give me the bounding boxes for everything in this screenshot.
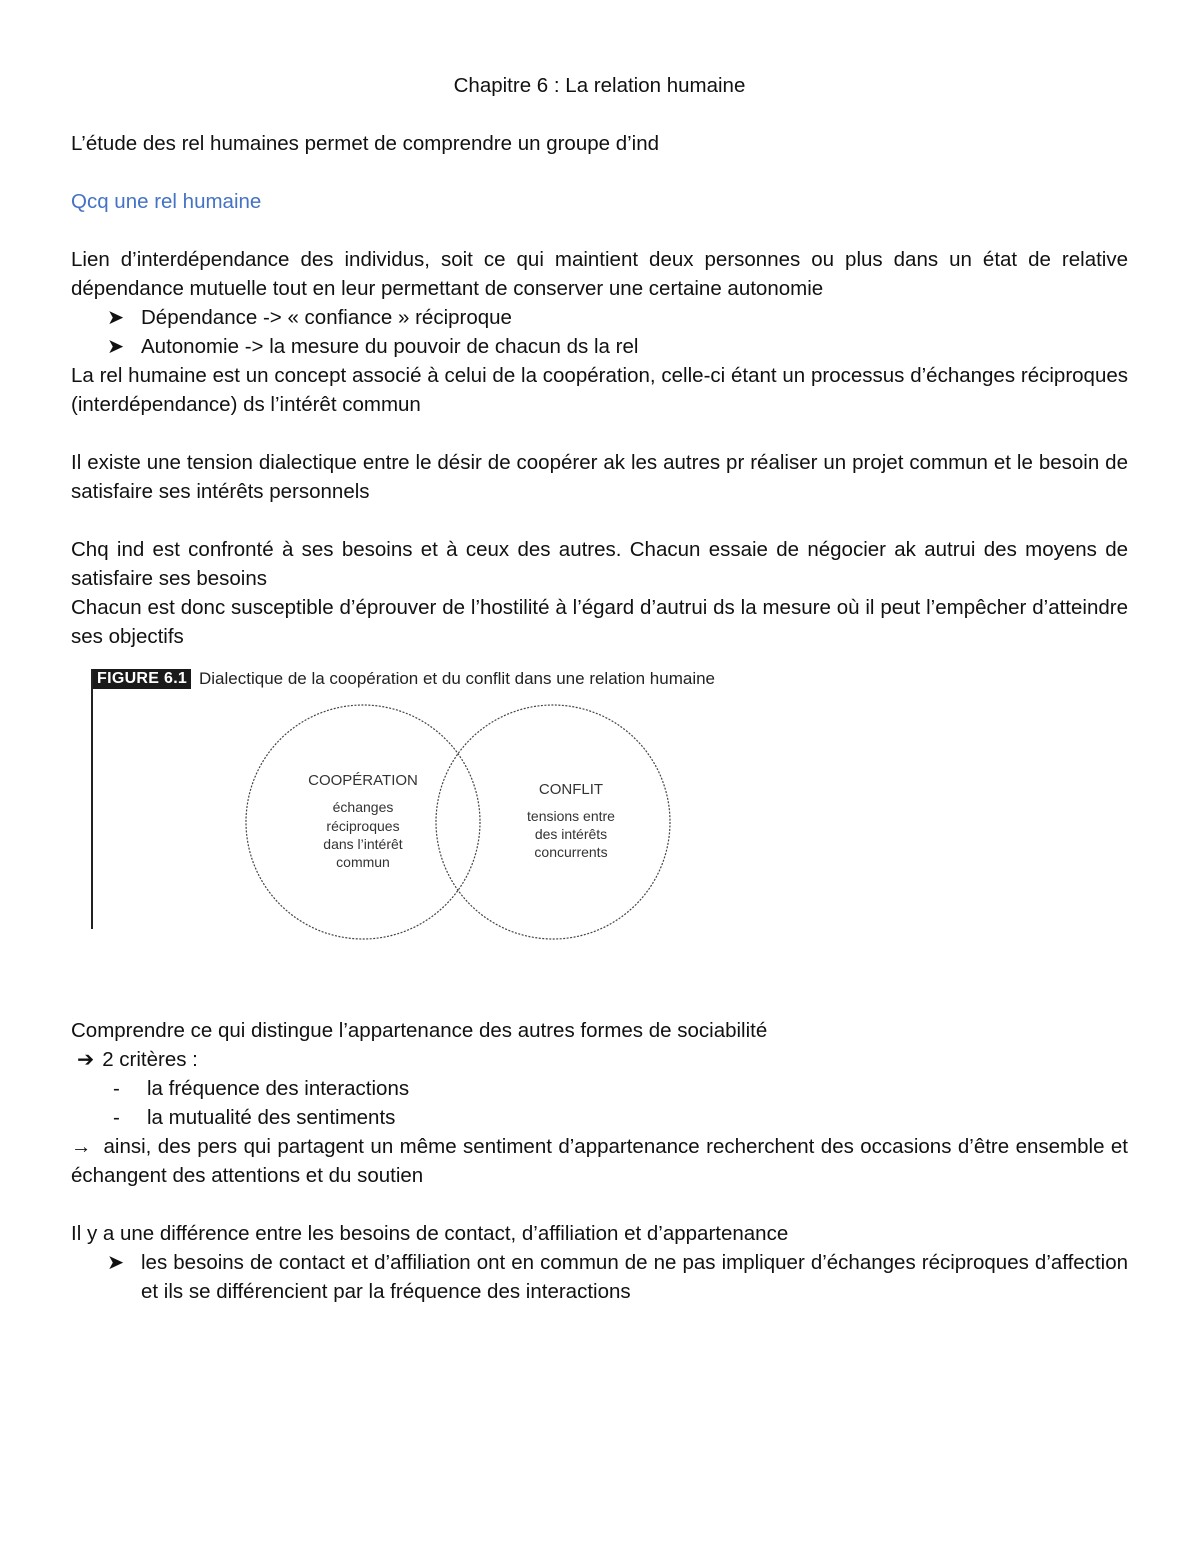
conflit-line: concurrents [534, 844, 608, 860]
list-item: ➤ les besoins de contact et d’affiliation ont en commun de ne pas impliquer d’échanges réciproques d’affection et ils se différencient par la fréquence des interactions [71, 1248, 1128, 1306]
cooperation-title: COOPÉRATION [308, 772, 418, 789]
section-heading: Qcq une rel humaine [71, 190, 262, 213]
appartenance-paragraph: Comprendre ce qui distingue l’appartenance des autres formes de sociabilité [71, 1019, 768, 1042]
dash-bullet: - [113, 1106, 120, 1129]
difference-paragraph: Il y a une différence entre les besoins de contact, d’affiliation et d’appartenance [71, 1222, 789, 1245]
cooperation-line: réciproques [326, 818, 400, 834]
conflit-line: tensions entre [527, 808, 615, 824]
dash-bullet: - [113, 1077, 120, 1100]
bold-arrow-icon: ➔ [77, 1048, 95, 1071]
cooperation-line: commun [336, 854, 390, 870]
bullet-list-2 [71, 1248, 1128, 1306]
list-item: ➤ Autonomie -> la mesure du pouvoir de chacun ds la rel [71, 332, 1128, 361]
figure-6-1 [71, 661, 1128, 1016]
cooperation-line: dans l’intérêt [323, 836, 403, 852]
criteres-line [71, 1045, 1128, 1074]
arrowhead-bullet-icon: ➤ [107, 1251, 125, 1274]
criteres-list [71, 1074, 1128, 1132]
conflit-title: CONFLIT [538, 781, 604, 798]
list-item: ➤ Dépendance -> « confiance » réciproque [71, 303, 1128, 332]
venn-diagram [71, 661, 1128, 1016]
list-item: - la fréquence des interactions [71, 1074, 1128, 1103]
criteres-label: 2 critères : [102, 1048, 198, 1071]
hostilite-paragraph: Chacun est donc susceptible d’éprouver de l’hostilité à l’égard d’autrui ds la mesure où il peut l’empêcher d’atteindre ses objectifs [71, 596, 1128, 648]
definition-paragraph: Lien d’interdépendance des individus, soit ce qui maintient deux personnes ou plus dans un état de relative dépendance mutuelle tout en leur permettant de conserver une certaine autonomie [71, 248, 1128, 300]
besoins-paragraph: Chq ind est confronté à ses besoins et à ceux des autres. Chacun essaie de négocier ak autrui des moyens de satisfaire ses besoins [71, 538, 1128, 590]
arrowhead-bullet-icon: ➤ [107, 306, 125, 329]
figure-label: FIGURE 6.1 [93, 669, 191, 689]
bullet-list-1 [71, 303, 1128, 361]
document [71, 71, 1128, 1306]
cooperation-line: échanges [332, 799, 394, 815]
figure-caption: Dialectique de la coopération et du conflit dans une relation humaine [199, 669, 716, 688]
intro-paragraph: L’étude des rel humaines permet de comprendre un groupe d’ind [71, 132, 660, 155]
list-item: - la mutualité des sentiments [71, 1103, 1128, 1132]
arrowhead-bullet-icon: ➤ [107, 335, 125, 358]
conflit-line: des intérêts [534, 826, 608, 842]
tension-paragraph: Il existe une tension dialectique entre le désir de coopérer ak les autres pr réaliser un projet commun et le besoin de satisfaire ses intérêts personnels [71, 451, 1128, 503]
page-title: Chapitre 6 : La relation humaine [453, 74, 746, 97]
arrow-icon: → [71, 1135, 92, 1158]
cooperation-paragraph: La rel humaine est un concept associé à celui de la coopération, celle-ci étant un processus d’échanges réciproques (interdépendance) ds l’intérêt commun [71, 364, 1128, 416]
ainsi-paragraph: → ainsi, des pers qui partagent un même sentiment d’appartenance recherchent des occasions d’être ensemble et échangent des attentions et du soutien [71, 1135, 1128, 1187]
